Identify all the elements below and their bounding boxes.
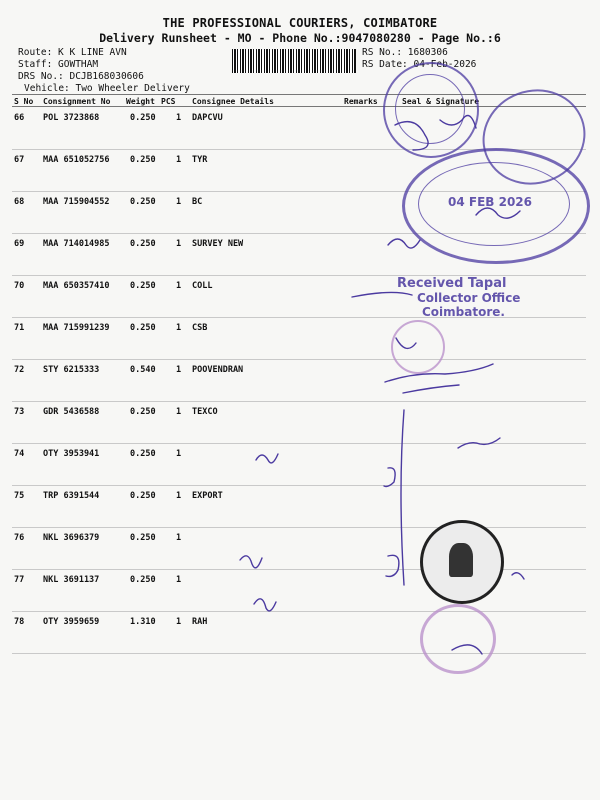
- cell-weight: 0.250: [130, 575, 156, 585]
- cell-pcs: 1: [176, 575, 182, 585]
- cell-weight: 0.250: [130, 533, 156, 543]
- document-subtitle: Delivery Runsheet - MO - Phone No.:9047080280 - Page No.:6: [99, 31, 501, 45]
- cell-consignment: TRP 6391544: [43, 491, 100, 501]
- rs-number: RS No.: 1680306: [362, 47, 448, 58]
- drs-number: DRS No.: DCJB168030606: [18, 71, 144, 82]
- cell-weight: 0.250: [130, 323, 156, 333]
- cell-sno: 76: [14, 533, 25, 543]
- cell-consignee: CSB: [192, 323, 208, 333]
- cell-consignee: TEXCO: [192, 407, 218, 417]
- cell-pcs: 1: [176, 449, 182, 459]
- cell-weight: 0.250: [130, 281, 156, 291]
- cell-weight: 0.540: [130, 365, 156, 375]
- cell-consignment: STY 6215333: [43, 365, 100, 375]
- cell-pcs: 1: [176, 239, 182, 249]
- cell-weight: 0.250: [130, 449, 156, 459]
- cell-sno: 74: [14, 449, 25, 459]
- cell-pcs: 1: [176, 197, 182, 207]
- cell-weight: 1.310: [130, 617, 156, 627]
- cell-sno: 66: [14, 113, 25, 123]
- coimbatore-stamp: Coimbatore.: [422, 305, 505, 319]
- cell-sno: 78: [14, 617, 25, 627]
- cell-pcs: 1: [176, 323, 182, 333]
- cell-consignee: TYR: [192, 155, 208, 165]
- cell-pcs: 1: [176, 617, 182, 627]
- cell-pcs: 1: [176, 491, 182, 501]
- cell-pcs: 1: [176, 155, 182, 165]
- cell-pcs: 1: [176, 533, 182, 543]
- cell-sno: 67: [14, 155, 25, 165]
- cell-weight: 0.250: [130, 407, 156, 417]
- cell-consignee: BC: [192, 197, 203, 207]
- cell-weight: 0.250: [130, 239, 156, 249]
- vehicle-label: Vehicle: Two Wheeler Delivery: [24, 83, 190, 94]
- cell-consignment: MAA 715904552: [43, 197, 110, 207]
- cell-consignee: DAPCVU: [192, 113, 223, 123]
- cell-sno: 72: [14, 365, 25, 375]
- cell-sno: 70: [14, 281, 25, 291]
- cell-pcs: 1: [176, 281, 182, 291]
- cell-consignee: COLL: [192, 281, 213, 291]
- date-stamp-text: 04 FEB 2026: [448, 195, 532, 209]
- cell-sno: 68: [14, 197, 25, 207]
- cell-weight: 0.250: [130, 113, 156, 123]
- received-tapal-stamp: Received Tapal: [397, 276, 507, 291]
- rs-date: RS Date: 04-Feb-2026: [362, 59, 477, 70]
- staff-label: Staff: GOWTHAM: [18, 59, 99, 70]
- cell-consignment: MAA 651052756: [43, 155, 110, 165]
- cell-weight: 0.250: [130, 197, 156, 207]
- column-header-consignee: Consignee Details: [192, 97, 274, 106]
- document-title: THE PROFESSIONAL COURIERS, COIMBATORE: [162, 16, 438, 30]
- cell-weight: 0.250: [130, 491, 156, 501]
- cell-sno: 77: [14, 575, 25, 585]
- cell-pcs: 1: [176, 113, 182, 123]
- cell-consignment: MAA 715991239: [43, 323, 110, 333]
- cell-consignment: OTY 3959659: [43, 617, 100, 627]
- column-header-consignment: Consignment No: [43, 97, 111, 106]
- collector-office-stamp: Collector Office: [417, 291, 521, 305]
- column-header-pcs: PCS: [161, 97, 176, 106]
- cell-pcs: 1: [176, 407, 182, 417]
- cell-sno: 73: [14, 407, 25, 417]
- cell-consignee: POOVENDRAN: [192, 365, 244, 375]
- cell-consignee: RAH: [192, 617, 208, 627]
- column-header-seal: Seal & Signature: [402, 97, 480, 106]
- cell-weight: 0.250: [130, 155, 156, 165]
- cell-consignment: OTY 3953941: [43, 449, 100, 459]
- cell-consignment: NKL 3691137: [43, 575, 100, 585]
- cell-consignment: NKL 3696379: [43, 533, 100, 543]
- cell-consignment: GDR 5436588: [43, 407, 100, 417]
- cell-sno: 69: [14, 239, 25, 249]
- column-header-weight: Weight: [126, 97, 155, 106]
- route-label: Route: K K LINE AVN: [18, 47, 127, 58]
- cell-consignee: SURVEY NEW: [192, 239, 244, 249]
- cell-consignment: MAA 650357410: [43, 281, 110, 291]
- cell-consignee: EXPORT: [192, 491, 223, 501]
- cell-sno: 75: [14, 491, 25, 501]
- cell-consignment: MAA 714014985: [43, 239, 110, 249]
- cell-sno: 71: [14, 323, 25, 333]
- column-header-sno: S No: [14, 97, 34, 106]
- cell-pcs: 1: [176, 365, 182, 375]
- column-header-remarks: Remarks: [344, 97, 378, 106]
- cell-consignment: POL 3723868: [43, 113, 100, 123]
